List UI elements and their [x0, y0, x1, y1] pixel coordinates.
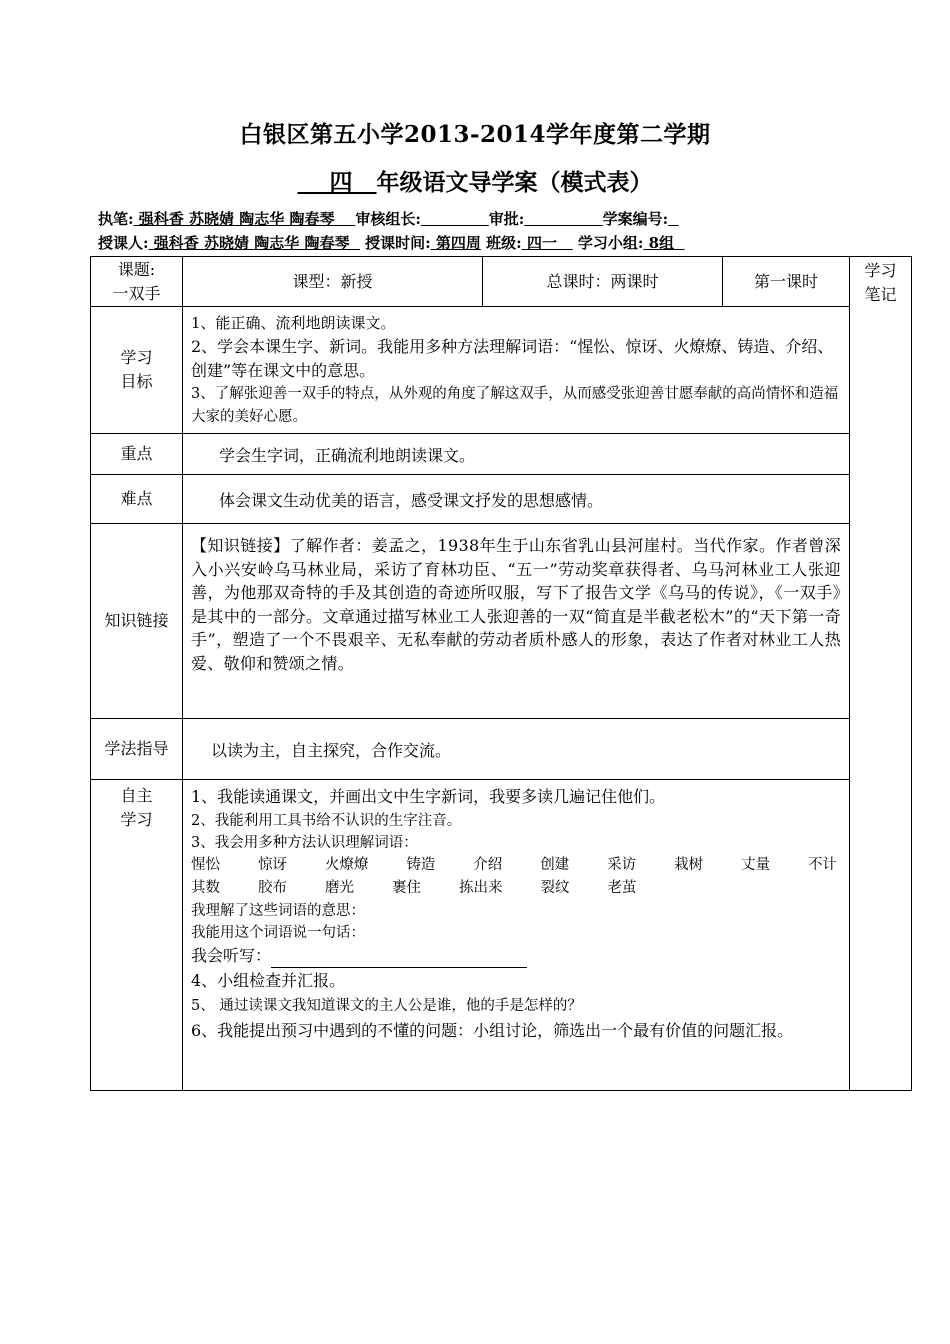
table-row-method	[91, 719, 912, 780]
dictation-line	[191, 944, 841, 968]
document-title: 白银区第五小学2013-2014学年度第二学期	[239, 121, 711, 148]
vocab-word: 裹住	[392, 880, 421, 896]
table-row-key-point	[91, 434, 912, 475]
understand-line: 我理解了这些词语的意思：	[191, 903, 365, 919]
notes-column	[850, 257, 912, 1091]
vocab-word: 创建	[540, 857, 570, 873]
teacher-value: 强科香 苏晓婧 陶志华 陶春琴	[153, 234, 350, 252]
vocab-word: 老茧	[607, 880, 637, 896]
meta-line-author	[98, 208, 679, 229]
vocab-word: 火燎燎	[324, 857, 369, 873]
goal-item: 3、了解张迎善一双手的特点，从外观的角度了解这双手，从而感受张迎善甘愿奉献的高尚情怀和造福大家的美好心愿。	[191, 385, 839, 425]
vocab-word: 铸造	[406, 857, 436, 873]
vocab-word: 其数	[191, 880, 220, 896]
vocab-word: 丈量	[741, 857, 770, 873]
plan-no-label: 学案编号:	[602, 210, 669, 228]
vocab-word: 惺忪	[191, 857, 220, 873]
table-row-self-study	[91, 780, 912, 1091]
total-periods: 总课时：两课时	[483, 257, 723, 307]
self-study-item-5: 5、 通过读课文我知道课文的主人公是谁，他的手是怎样的？	[191, 998, 582, 1014]
goal-item: 1、能正确、流利地朗读课文。	[191, 313, 396, 332]
vocab-word: 裂纹	[540, 880, 570, 896]
reviewer-blank	[421, 210, 489, 228]
knowledge-text: 【知识链接】了解作者：姜孟之，1938年生于山东省乳山县河崖村。当代作家。作者曾深入小兴安岭乌马林业局，采访了育林功臣、“五一”劳动奖章获得者、乌马河林业工人张迎善，为他那双奇特的手及其创造的奇迹所叹服，写下了报告文学《乌马的传说》，《一双手》是其中的一部分。文章通过描写林业工人张迎善的一双“简直是半截老松木”的“天下第一奇手”，塑造了一个不畏艰辛、无私奉献的劳动者质朴感人的形象，表达了作者对林业工人热爱、敬仰和赞颂之情。	[183, 524, 850, 719]
lesson-plan-table	[90, 256, 912, 1091]
vocab-word: 采访	[607, 857, 637, 873]
difficulty-text: 体会课文生动优美的语言，感受课文抒发的思想感情。	[183, 475, 850, 524]
vocab-word: 惊讶	[257, 857, 287, 873]
plan-no-blank	[668, 210, 678, 228]
vocab-word: 介绍	[473, 857, 503, 873]
class-value: 四一	[526, 234, 557, 252]
table-row-goals	[91, 307, 912, 434]
topic-label: 课题:	[117, 259, 156, 279]
class-label: 班级:	[486, 234, 522, 252]
method-label: 学法指导	[91, 719, 183, 780]
self-study-content	[183, 780, 850, 1091]
self-study-item-3: 3、我会用多种方法认识理解词语：	[191, 835, 418, 851]
goals-label: 学习 目标	[91, 307, 183, 434]
key-point-label: 重点	[91, 434, 183, 475]
meta-line-teacher	[98, 232, 685, 253]
self-study-item-1: 1、我能读通课文，并画出文中生字新词，我要多读几遍记住他们。	[191, 787, 666, 806]
self-study-label: 自主 学习	[91, 780, 183, 1091]
method-text: 以读为主，自主探究，合作交流。	[183, 719, 850, 780]
vocab-word: 胶布	[258, 880, 287, 896]
vocab-row-1	[191, 854, 841, 877]
lesson-type: 课型：新授	[183, 257, 483, 307]
vocab-word: 拣出来	[459, 880, 503, 896]
self-study-item-6: 6、我能提出预习中遇到的不懂的问题：小组讨论，筛选出一个最有价值的问题汇报。	[191, 1021, 794, 1040]
approve-label: 审批:	[488, 210, 525, 228]
grade-fill: 四	[329, 169, 353, 196]
subtitle-text: 年级语文导学案（模式表）	[376, 169, 653, 196]
current-period: 第一课时	[723, 257, 850, 307]
table-row-knowledge	[91, 524, 912, 719]
teacher-label: 授课人:	[98, 234, 149, 252]
topic-value: 一双手	[112, 283, 161, 303]
group-value: 8组	[648, 234, 675, 252]
vocab-word: 磨光	[325, 880, 354, 896]
table-row-header	[91, 257, 912, 307]
document-subtitle	[0, 164, 950, 197]
vocab-word: 栽树	[674, 857, 704, 873]
goals-content	[183, 307, 850, 434]
author-value: 强科香 苏晓婧 陶志华 陶春琴	[138, 210, 335, 228]
group-label: 学习小组:	[577, 234, 644, 252]
author-label: 执笔:	[98, 210, 134, 228]
goal-item: 2、学会本课生字、新词。我能用多种方法理解词语：“惺忪、惊讶、火燎燎、铸造、介绍、创建”等在课文中的意思。	[191, 336, 834, 380]
reviewer-label: 审核组长:	[355, 210, 421, 228]
knowledge-label: 知识链接	[91, 524, 183, 719]
table-row-difficulty	[91, 475, 912, 524]
topic-cell	[91, 257, 183, 307]
time-value: 第四周	[435, 234, 481, 252]
approve-blank	[524, 210, 602, 228]
dictation-blank	[271, 949, 527, 968]
vocab-word: 不计	[807, 857, 837, 873]
self-study-item-2: 2、我能利用工具书给不认识的生字注音。	[191, 813, 462, 829]
dictation-label: 我会听写：	[191, 946, 272, 965]
notes-label-1: 学习	[864, 261, 897, 280]
time-label: 授课时间:	[365, 234, 431, 252]
notes-label-2: 笔记	[864, 285, 897, 304]
difficulty-label: 难点	[91, 475, 183, 524]
key-point-text: 学会生字词，正确流利地朗读课文。	[183, 434, 850, 475]
sentence-line: 我能用这个词语说一句话：	[191, 925, 365, 941]
self-study-item-4: 4、小组检查并汇报。	[191, 971, 346, 990]
vocab-row-2	[191, 877, 841, 900]
